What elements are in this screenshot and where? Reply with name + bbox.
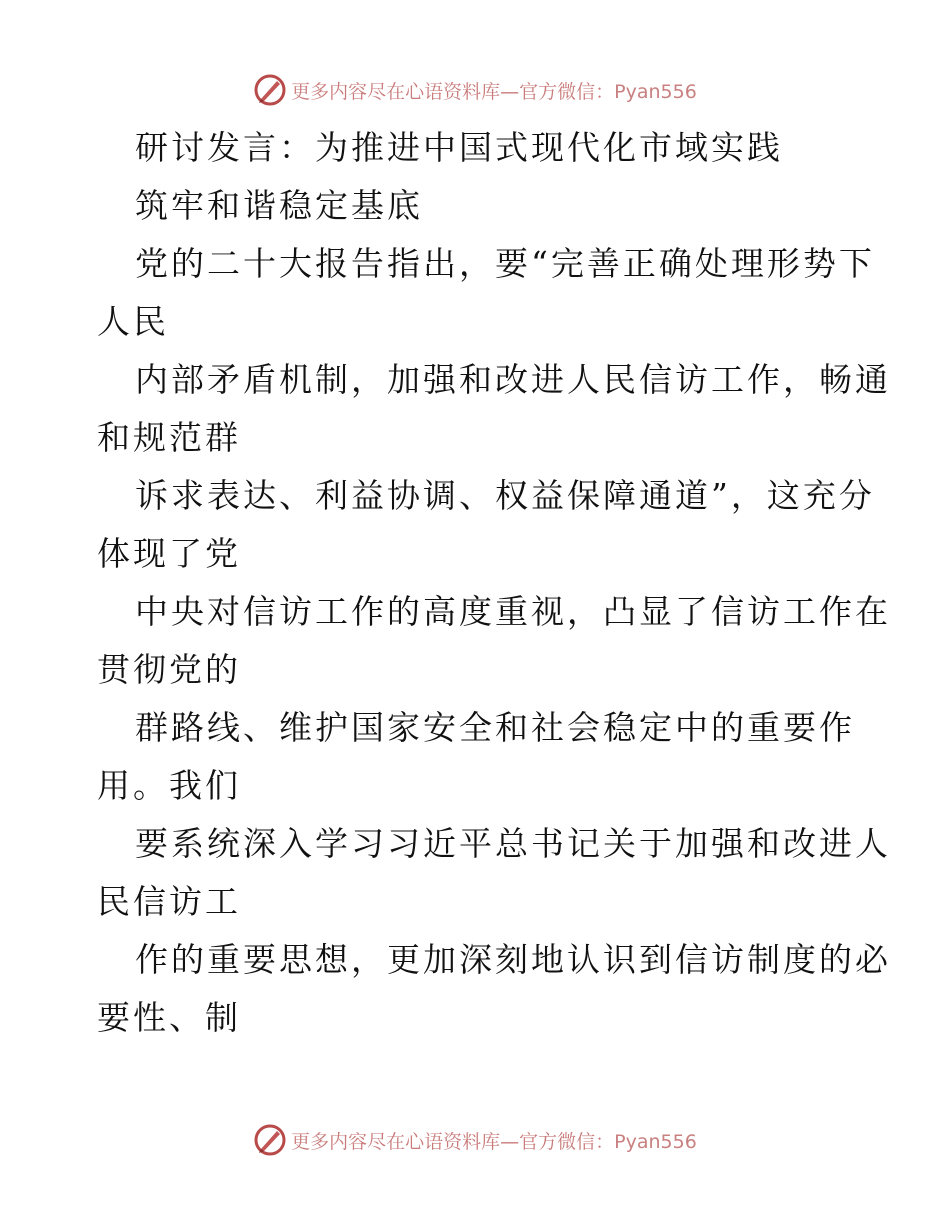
paragraph-line: 作的重要思想，更加深刻地认识到信访制度的必 [135,940,891,979]
paragraph-line: 民信访工 [97,882,241,921]
paragraph-line: 要系统深入学习习近平总书记关于加强和改进人 [135,824,891,863]
paragraph-line: 诉求表达、利益协调、权益保障通道”，这充分 [135,476,875,515]
paragraph-line: 党的二十大报告指出，要“完善正确处理形势下 [135,244,875,283]
paragraph-line: 和规范群 [97,418,241,457]
paragraph-line: 内部矛盾机制，加强和改进人民信访工作，畅通 [135,360,891,399]
watermark-text: 更多内容尽在心语资料库—官方微信：Pyan556 [291,1130,697,1153]
paragraph-line: 人民 [97,302,169,341]
watermark-text: 更多内容尽在心语资料库—官方微信：Pyan556 [291,80,697,103]
paragraph-line: 贯彻党的 [97,650,241,689]
paragraph-line: 用。我们 [97,766,241,805]
pen-logo-icon [253,73,287,107]
doc-title-line-1: 研讨发言：为推进中国式现代化市域实践 [135,128,783,167]
footer-watermark [0,1120,950,1160]
paragraph-line: 要性、制 [97,998,241,1037]
paragraph-line: 中央对信访工作的高度重视，凸显了信访工作在 [135,592,891,631]
doc-title-line-2: 筑牢和谐稳定基底 [135,186,423,225]
paragraph-line: 群路线、维护国家安全和社会稳定中的重要作 [135,708,855,747]
paragraph-line: 体现了党 [97,534,241,573]
header-watermark [0,70,950,110]
pen-logo-icon [253,1123,287,1157]
